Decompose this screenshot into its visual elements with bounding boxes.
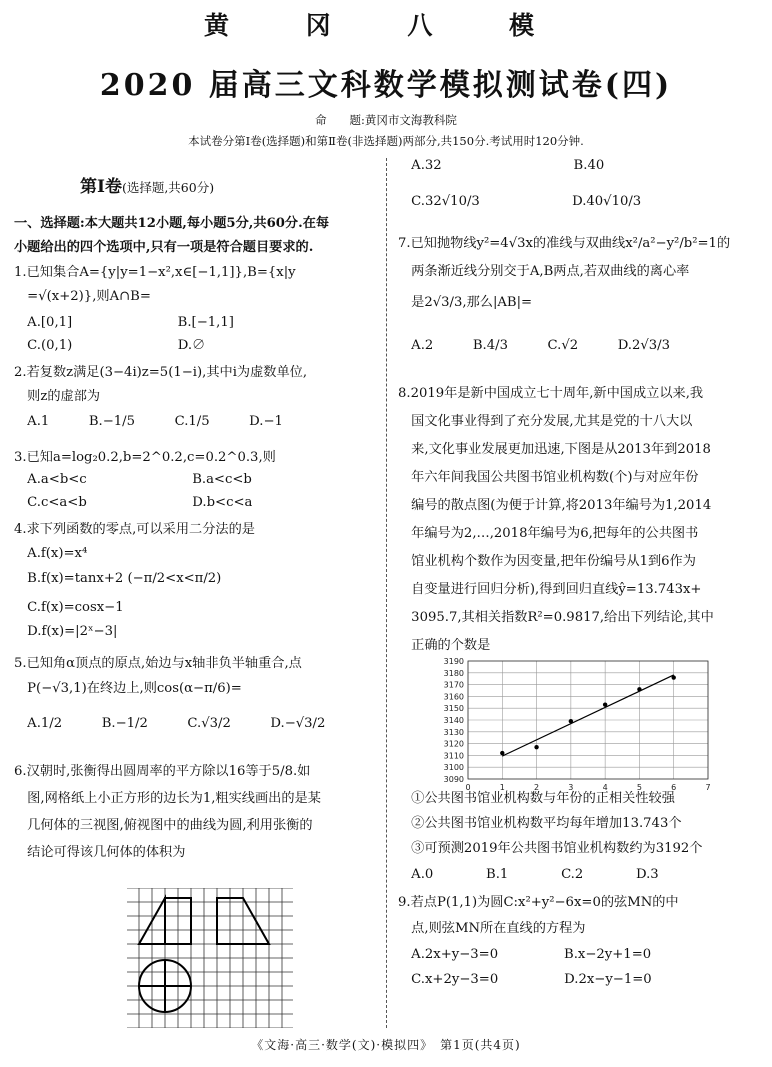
y-tick-label: 3160	[443, 692, 464, 702]
y-tick-label: 3120	[443, 739, 464, 749]
text-line: 年六年间我国公共图书馆业机构数(个)与对应年份	[398, 470, 699, 485]
text-line: 几何体的三视图,俯视图中的曲线为圆,利用张衡的	[14, 818, 313, 833]
text-line: 来,文化事业发展更加迅速,下图是从2013年到2018	[398, 442, 711, 457]
part-title	[80, 172, 214, 197]
part-label: 第Ⅰ卷	[80, 177, 122, 197]
text-line: 馆业机构个数作为因变量,把年份编号从1到6作为	[398, 554, 696, 569]
data-point	[534, 745, 538, 749]
y-tick-label: 3180	[443, 668, 464, 678]
y-tick-label: 3090	[443, 775, 464, 784]
text-line: 是2√3/3,那么|AB|=	[398, 295, 533, 310]
data-point	[500, 751, 504, 755]
text-line: 编号的散点图(为便于计算,将2013年编号为1,2014	[398, 498, 712, 513]
text-line: C.x+2y−3=0 D.2x−y−1=0	[398, 972, 652, 987]
text-line: A.1/2 B.−1/2 C.√3/2 D.−√3/2	[14, 716, 326, 731]
part-note: (选择题,共60分)	[121, 180, 215, 195]
x-tick-label: 7	[705, 783, 711, 792]
text-line: A.f(x)=x⁴	[14, 546, 88, 561]
text-line: C.(0,1) D.∅	[14, 338, 206, 353]
text-line: A.a<b<c B.a<c<b	[14, 472, 252, 487]
three-view-figure	[127, 888, 293, 1028]
text-line: 3.已知a=log₂0.2,b=2^0.2,c=0.2^0.3,则	[14, 450, 276, 465]
text-line: 7.已知抛物线y²=4√3x的准线与双曲线x²/a²−y²/b²=1的	[398, 236, 731, 251]
text-line: 两条渐近线分别交于A,B两点,若双曲线的离心率	[398, 264, 690, 279]
column-divider	[386, 158, 387, 1028]
text-line: ②公共图书馆业机构数平均每年增加13.743个	[398, 816, 682, 831]
exam-title: 2020 届高三文科数学模拟测试卷(四)	[99, 68, 673, 103]
text-line: 2.若复数z满足(3−4i)z=5(1−i),其中i为虚数单位,	[14, 365, 308, 380]
y-tick-label: 3170	[443, 680, 464, 690]
text-line: 3095.7,其相关指数R²=0.9817,给出下列结论,其中	[398, 610, 714, 625]
text-line: 点,则弦MN所在直线的方程为	[398, 921, 586, 936]
data-point	[603, 702, 607, 706]
text-line: 正确的个数是	[398, 638, 491, 653]
school-title: 黄 冈 八 模	[203, 11, 569, 40]
text-line: 则z的虚部为	[14, 389, 101, 404]
text-line: 6.汉朝时,张衡得出圆周率的平方除以16等于5/8.如	[14, 764, 311, 779]
y-tick-label: 3110	[443, 751, 464, 761]
text-line: P(−√3,1)在终边上,则cos(α−π/6)=	[14, 681, 242, 696]
x-tick-label: 1	[499, 783, 505, 792]
text-line: C.32√10/3 D.40√10/3	[398, 194, 642, 209]
text-line: 9.若点P(1,1)为圆C:x²+y²−6x=0的弦MN的中	[398, 895, 679, 910]
page-footer: 《文海·高三·数学(文)·模拟四》 第1页(共4页)	[251, 1038, 521, 1052]
setter-line: 命 题:黄冈市文海教科院	[315, 113, 457, 127]
y-tick-label: 3150	[443, 704, 464, 714]
text-line: 图,网格纸上小正方形的边长为1,粗实线画出的是某	[14, 791, 321, 806]
scatter-chart	[430, 655, 720, 805]
y-tick-label: 3140	[443, 716, 464, 725]
text-line: 5.已知角α顶点的原点,始边与x轴非负半轴重合,点	[14, 656, 302, 671]
text-line: ①公共图书馆业机构数与年份的正相关性较强	[398, 791, 675, 806]
text-line: 一、选择题:本大题共12小题,每小题5分,共60分.在每	[14, 216, 330, 231]
y-tick-label: 3130	[443, 727, 464, 737]
text-line: 8.2019年是新中国成立七十周年,新中国成立以来,我	[398, 386, 704, 401]
text-line: 1.已知集合A={y|y=1−x²,x∈[−1,1]},B={x|y	[14, 265, 296, 280]
data-point	[672, 675, 676, 679]
x-tick-label: 6	[671, 783, 677, 792]
text-line: A.[0,1] B.[−1,1]	[14, 315, 234, 330]
y-tick-label: 3100	[443, 763, 464, 773]
y-tick-label: 3190	[443, 657, 464, 666]
x-tick-label: 5	[636, 783, 642, 792]
text-line: A.0 B.1 C.2 D.3	[398, 867, 659, 882]
text-line: B.f(x)=tanx+2 (−π/2<x<π/2)	[14, 571, 222, 586]
data-point	[569, 719, 573, 723]
text-line: 年编号为2,…,2018年编号为6,把每年的公共图书	[398, 526, 699, 541]
text-line: 小题给出的四个选项中,只有一项是符合题目要求的.	[14, 240, 314, 255]
intro-line: 本试卷分第Ⅰ卷(选择题)和第Ⅱ卷(非选择题)两部分,共150分.考试用时120分钟.	[188, 134, 584, 148]
text-line: 4.求下列函数的零点,可以采用二分法的是	[14, 522, 255, 537]
x-tick-label: 0	[465, 783, 471, 792]
x-tick-label: 2	[534, 783, 540, 792]
text-line: C.f(x)=cosx−1	[14, 600, 124, 615]
data-point	[637, 687, 641, 691]
text-line: 国文化事业得到了充分发展,尤其是党的十八大以	[398, 414, 693, 429]
text-line: 自变量进行回归分析),得到回归直线ŷ=13.743x+	[398, 582, 702, 597]
x-tick-label: 4	[602, 783, 608, 792]
text-line: A.1 B.−1/5 C.1/5 D.−1	[14, 414, 283, 429]
x-tick-label: 3	[568, 783, 574, 792]
text-line: 结论可得该几何体的体积为	[14, 845, 186, 860]
text-line: ③可预测2019年公共图书馆业机构数约为3192个	[398, 841, 703, 856]
text-line: A.2 B.4/3 C.√2 D.2√3/3	[398, 338, 671, 353]
text-line: A.2x+y−3=0 B.x−2y+1=0	[398, 947, 652, 962]
text-line: D.f(x)=|2ˣ−3|	[14, 624, 118, 639]
text-line: =√(x+2)},则A∩B=	[14, 289, 151, 304]
text-line: A.32 B.40	[398, 158, 605, 173]
text-line: C.c<a<b D.b<c<a	[14, 495, 253, 510]
